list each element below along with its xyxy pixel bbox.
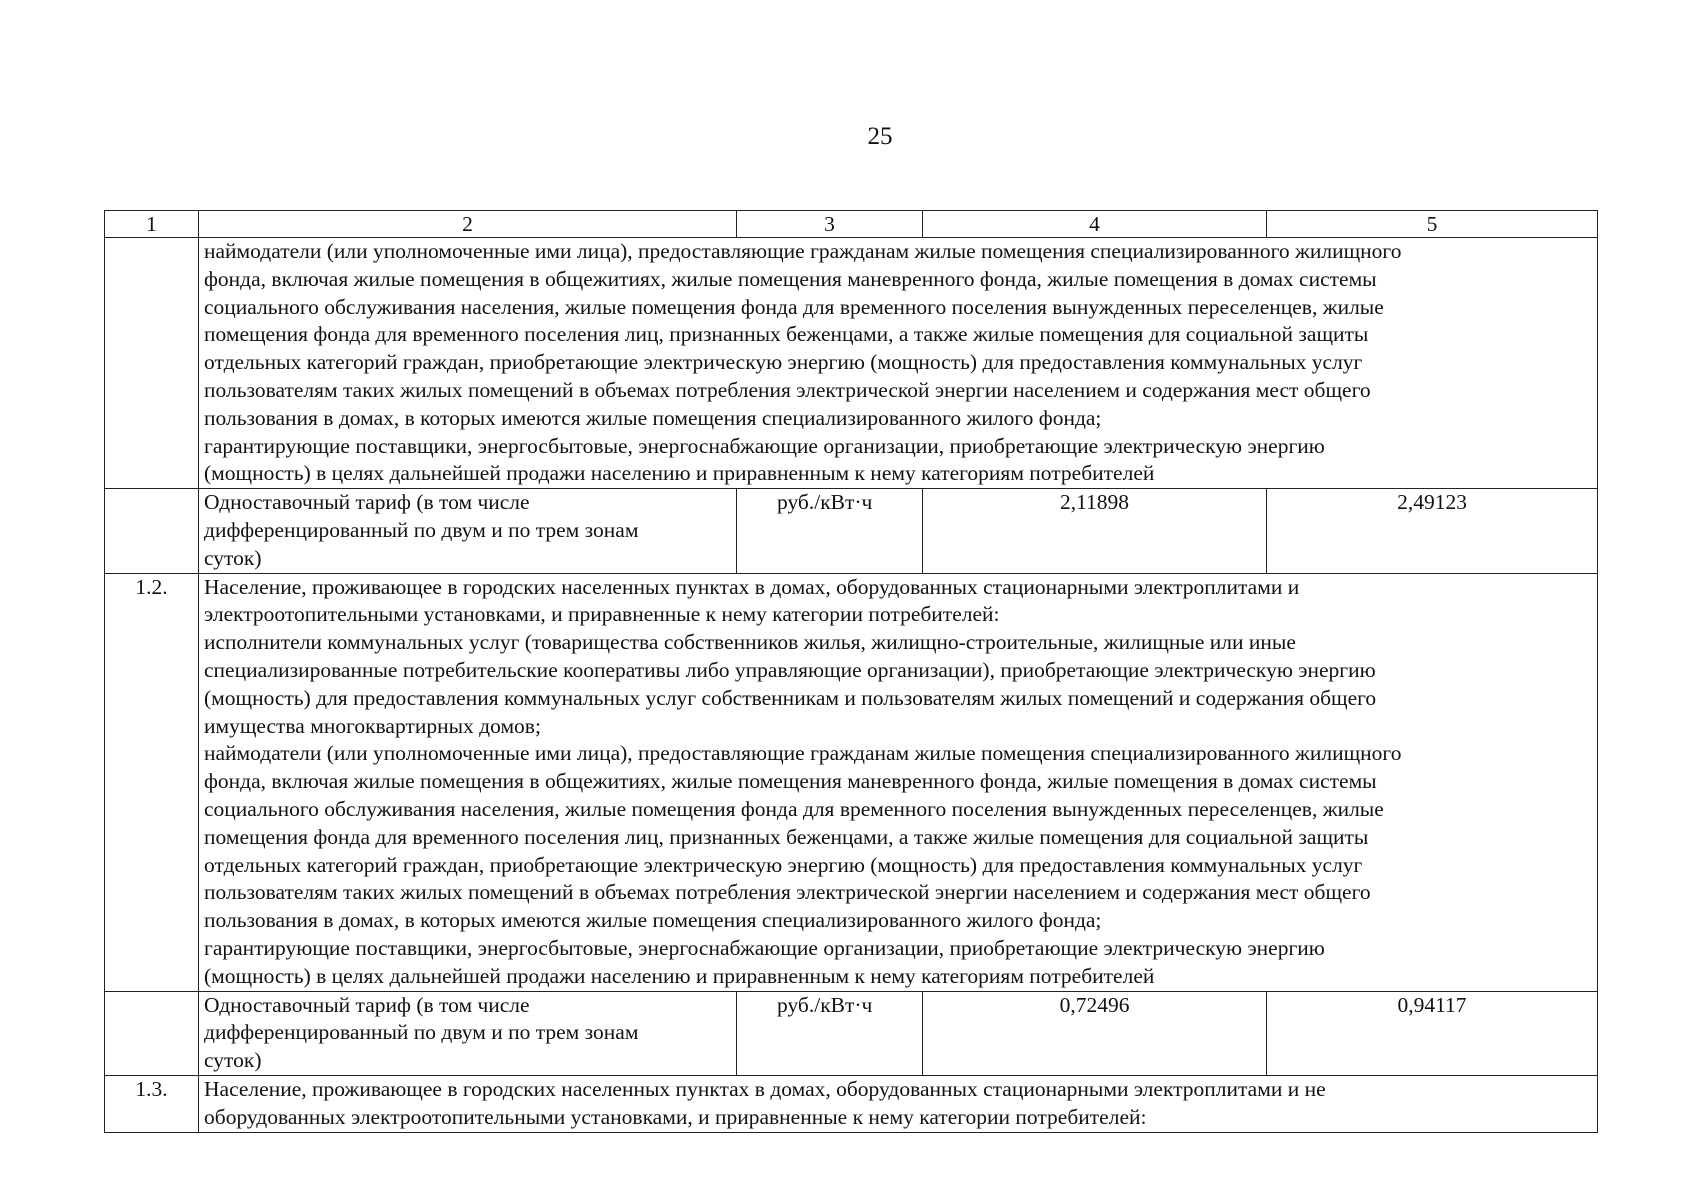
description-line: Население, проживающее в городских населенных пунктах в домах, оборудованных стационарными электроплитами и bbox=[204, 574, 1300, 599]
description-line: специализированные потребительские кооперативы либо управляющие организации), приобретающие электрическую энергию bbox=[204, 657, 1376, 682]
tariff-name-line: дифференцированный по двум и по трем зонам bbox=[204, 1020, 639, 1045]
description-line: наймодатели (или уполномоченные ими лица), предоставляющие гражданам жилые помещения специализированного жилищного bbox=[204, 239, 1402, 263]
tariff-row bbox=[105, 991, 1598, 1075]
description-line: Население, проживающее в городских населенных пунктах в домах, оборудованных стационарными электроплитами и не bbox=[204, 1076, 1326, 1101]
description-line: наймодатели (или уполномоченные ими лица), предоставляющие гражданам жилые помещения специализированного жилищного bbox=[204, 741, 1402, 766]
description-row bbox=[105, 238, 1598, 489]
header-cell: 4 bbox=[923, 211, 1267, 238]
tariff-name-line: дифференцированный по двум и по трем зонам bbox=[204, 517, 639, 542]
tariff-value-period-2: 2,49123 bbox=[1267, 489, 1598, 573]
tariff-name-line: Одноставочный тариф (в том числе bbox=[204, 992, 530, 1017]
tariff-value-period-1: 0,72496 bbox=[923, 991, 1267, 1075]
header-cell: 1 bbox=[105, 211, 199, 238]
description-row bbox=[105, 1075, 1598, 1132]
description-line: помещения фонда для временного поселения лиц, признанных беженцами, а также жилые помещения для социальной защиты bbox=[204, 322, 1369, 347]
description-line: социального обслуживания населения, жилые помещения фонда для временного поселения вынужденных переселенцев, жилые bbox=[204, 796, 1384, 821]
description-line: оборудованных электроотопительными установками, и приравненные к нему категории потребителей: bbox=[204, 1104, 1147, 1129]
tariff-table bbox=[104, 210, 1598, 1133]
unit-cell: руб./кВт·ч bbox=[737, 489, 923, 573]
tariff-name-line: Одноставочный тариф (в том числе bbox=[204, 490, 530, 515]
description-line: пользования в домах, в которых имеются жилые помещения специализированного жилого фонда; bbox=[204, 405, 1102, 430]
description-cell bbox=[199, 573, 1598, 991]
description-line: помещения фонда для временного поселения лиц, признанных беженцами, а также жилые помещения для социальной защиты bbox=[204, 824, 1369, 849]
description-line: (мощность) в целях дальнейшей продажи населению и приравненным к нему категориям потребителей bbox=[204, 461, 1155, 486]
row-number bbox=[105, 489, 199, 573]
row-number bbox=[105, 238, 199, 489]
header-row bbox=[105, 211, 1598, 238]
description-line: имущества многоквартирных домов; bbox=[204, 713, 541, 738]
description-line: отдельных категорий граждан, приобретающие электрическую энергию (мощность) для предоставления коммунальных услуг bbox=[204, 852, 1363, 877]
description-cell bbox=[199, 238, 1598, 489]
tariff-name-line: суток) bbox=[204, 545, 262, 570]
row-number bbox=[105, 991, 199, 1075]
header-cell: 5 bbox=[1267, 211, 1598, 238]
description-line: пользователям таких жилых помещений в объемах потребления электрической энергии населением и содержания мест общего bbox=[204, 377, 1371, 402]
description-cell bbox=[199, 1075, 1598, 1132]
tariff-value-period-2: 0,94117 bbox=[1267, 991, 1598, 1075]
description-line: фонда, включая жилые помещения в общежитиях, жилые помещения маневренного фонда, жилые помещения в домах системы bbox=[204, 769, 1377, 794]
tariff-value-period-1: 2,11898 bbox=[923, 489, 1267, 573]
description-line: электроотопительными установками, и приравненные к нему категории потребителей: bbox=[204, 602, 1000, 627]
description-line: отдельных категорий граждан, приобретающие электрическую энергию (мощность) для предоставления коммунальных услуг bbox=[204, 350, 1363, 375]
description-line: пользователям таких жилых помещений в объемах потребления электрической энергии населением и содержания мест общего bbox=[204, 880, 1371, 905]
description-line: исполнители коммунальных услуг (товарищества собственников жилья, жилищно-строительные, жилищные или иные bbox=[204, 630, 1296, 655]
description-line: (мощность) для предоставления коммунальных услуг собственникам и пользователям жилых помещений и содержания общего bbox=[204, 685, 1377, 710]
unit-cell: руб./кВт·ч bbox=[737, 991, 923, 1075]
tariff-name-cell bbox=[199, 991, 737, 1075]
tariff-row bbox=[105, 489, 1598, 573]
description-line: гарантирующие поставщики, энергосбытовые, энергоснабжающие организации, приобретающие электрическую энергию bbox=[204, 433, 1325, 458]
row-number: 1.2. bbox=[105, 573, 199, 991]
page-number: 25 bbox=[867, 123, 893, 150]
tariff-name-line: суток) bbox=[204, 1048, 262, 1073]
row-number: 1.3. bbox=[105, 1075, 199, 1132]
description-line: пользования в домах, в которых имеются жилые помещения специализированного жилого фонда; bbox=[204, 908, 1102, 933]
header-cell: 3 bbox=[737, 211, 923, 238]
description-line: социального обслуживания населения, жилые помещения фонда для временного поселения вынужденных переселенцев, жилые bbox=[204, 294, 1384, 319]
description-line: (мощность) в целях дальнейшей продажи населению и приравненным к нему категориям потребителей bbox=[204, 963, 1155, 988]
header-cell: 2 bbox=[199, 211, 737, 238]
description-row bbox=[105, 573, 1598, 991]
description-line: гарантирующие поставщики, энергосбытовые, энергоснабжающие организации, приобретающие электрическую энергию bbox=[204, 935, 1325, 960]
description-line: фонда, включая жилые помещения в общежитиях, жилые помещения маневренного фонда, жилые помещения в домах системы bbox=[204, 266, 1377, 291]
tariff-name-cell bbox=[199, 489, 737, 573]
